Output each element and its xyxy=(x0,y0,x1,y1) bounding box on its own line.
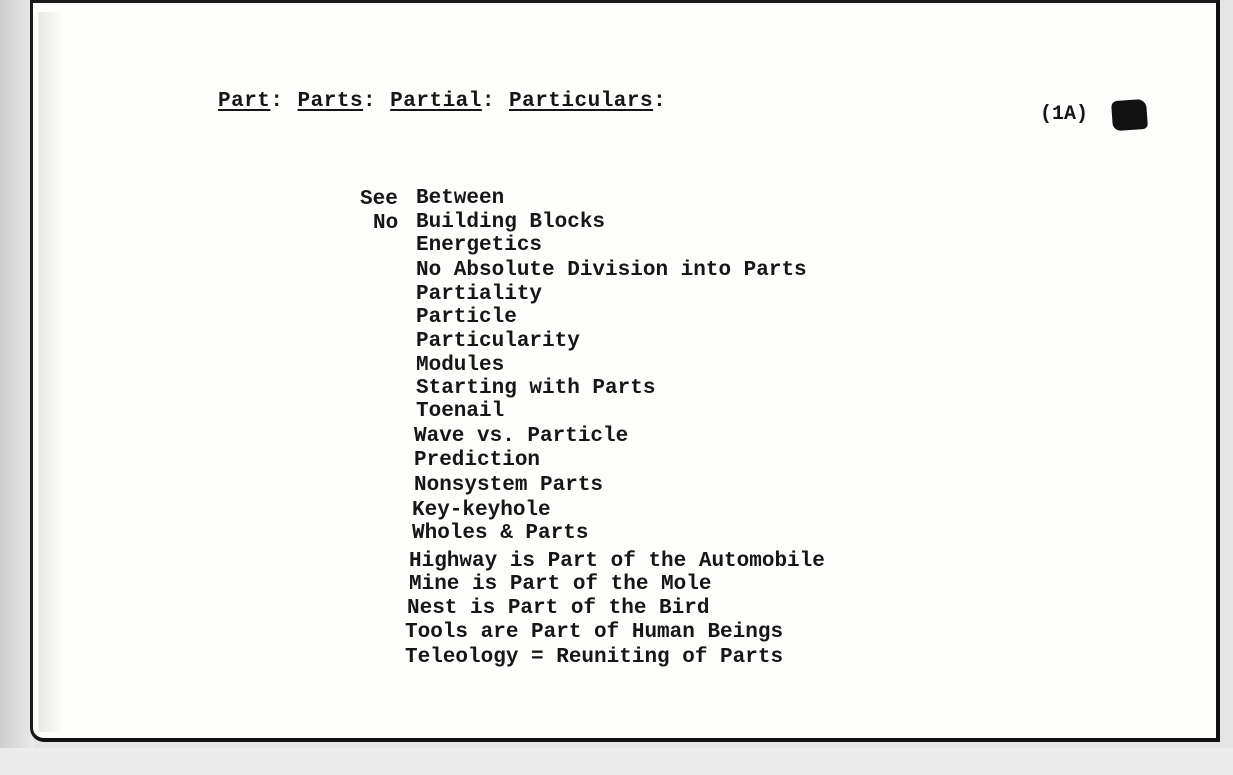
card-code: (1A) xyxy=(1040,103,1089,126)
heading-term-partial: Partial xyxy=(390,90,482,113)
card-heading xyxy=(218,90,666,113)
ref-starting-with-parts: Starting with Parts xyxy=(416,377,656,400)
see-label: See xyxy=(360,188,398,211)
ref-no-absolute-division: No Absolute Division into Parts xyxy=(416,259,807,282)
card-left-edge xyxy=(38,12,64,732)
ref-between: Between xyxy=(416,187,505,210)
ref-energetics: Energetics xyxy=(416,234,543,257)
ref-toenail: Toenail xyxy=(416,400,505,423)
page-bottom-margin xyxy=(0,748,1233,775)
ref-wave-vs-particle: Wave vs. Particle xyxy=(414,425,629,448)
ref-building-blocks: Building Blocks xyxy=(416,211,606,234)
ref-highway: Highway is Part of the Automobile xyxy=(409,550,825,573)
ref-nest-bird: Nest is Part of the Bird xyxy=(407,597,710,620)
ref-particle: Particle xyxy=(416,306,517,329)
ref-modules: Modules xyxy=(416,354,505,377)
ref-tools-human-beings: Tools are Part of Human Beings xyxy=(405,621,784,644)
heading-separator: : xyxy=(270,90,284,113)
heading-term-part: Part xyxy=(218,90,271,113)
heading-term-particulars: Particulars xyxy=(508,90,654,113)
ref-mine-mole: Mine is Part of the Mole xyxy=(409,573,712,596)
no-label: No xyxy=(373,212,399,235)
ref-prediction: Prediction xyxy=(414,449,541,472)
heading-separator: : xyxy=(363,90,377,113)
binding-shadow xyxy=(0,0,34,775)
ref-key-keyhole: Key-keyhole xyxy=(412,499,551,522)
ref-particularity: Particularity xyxy=(416,330,580,353)
ref-partiality: Partiality xyxy=(416,283,543,306)
heading-separator: : xyxy=(481,90,495,113)
heading-separator: : xyxy=(653,90,667,113)
ref-wholes-and-parts: Wholes & Parts xyxy=(412,522,589,545)
ref-nonsystem-parts: Nonsystem Parts xyxy=(414,474,604,497)
heading-term-parts: Parts xyxy=(297,90,364,113)
ref-teleology: Teleology = Reuniting of Parts xyxy=(405,646,784,669)
ink-blot-mark xyxy=(1111,99,1148,131)
